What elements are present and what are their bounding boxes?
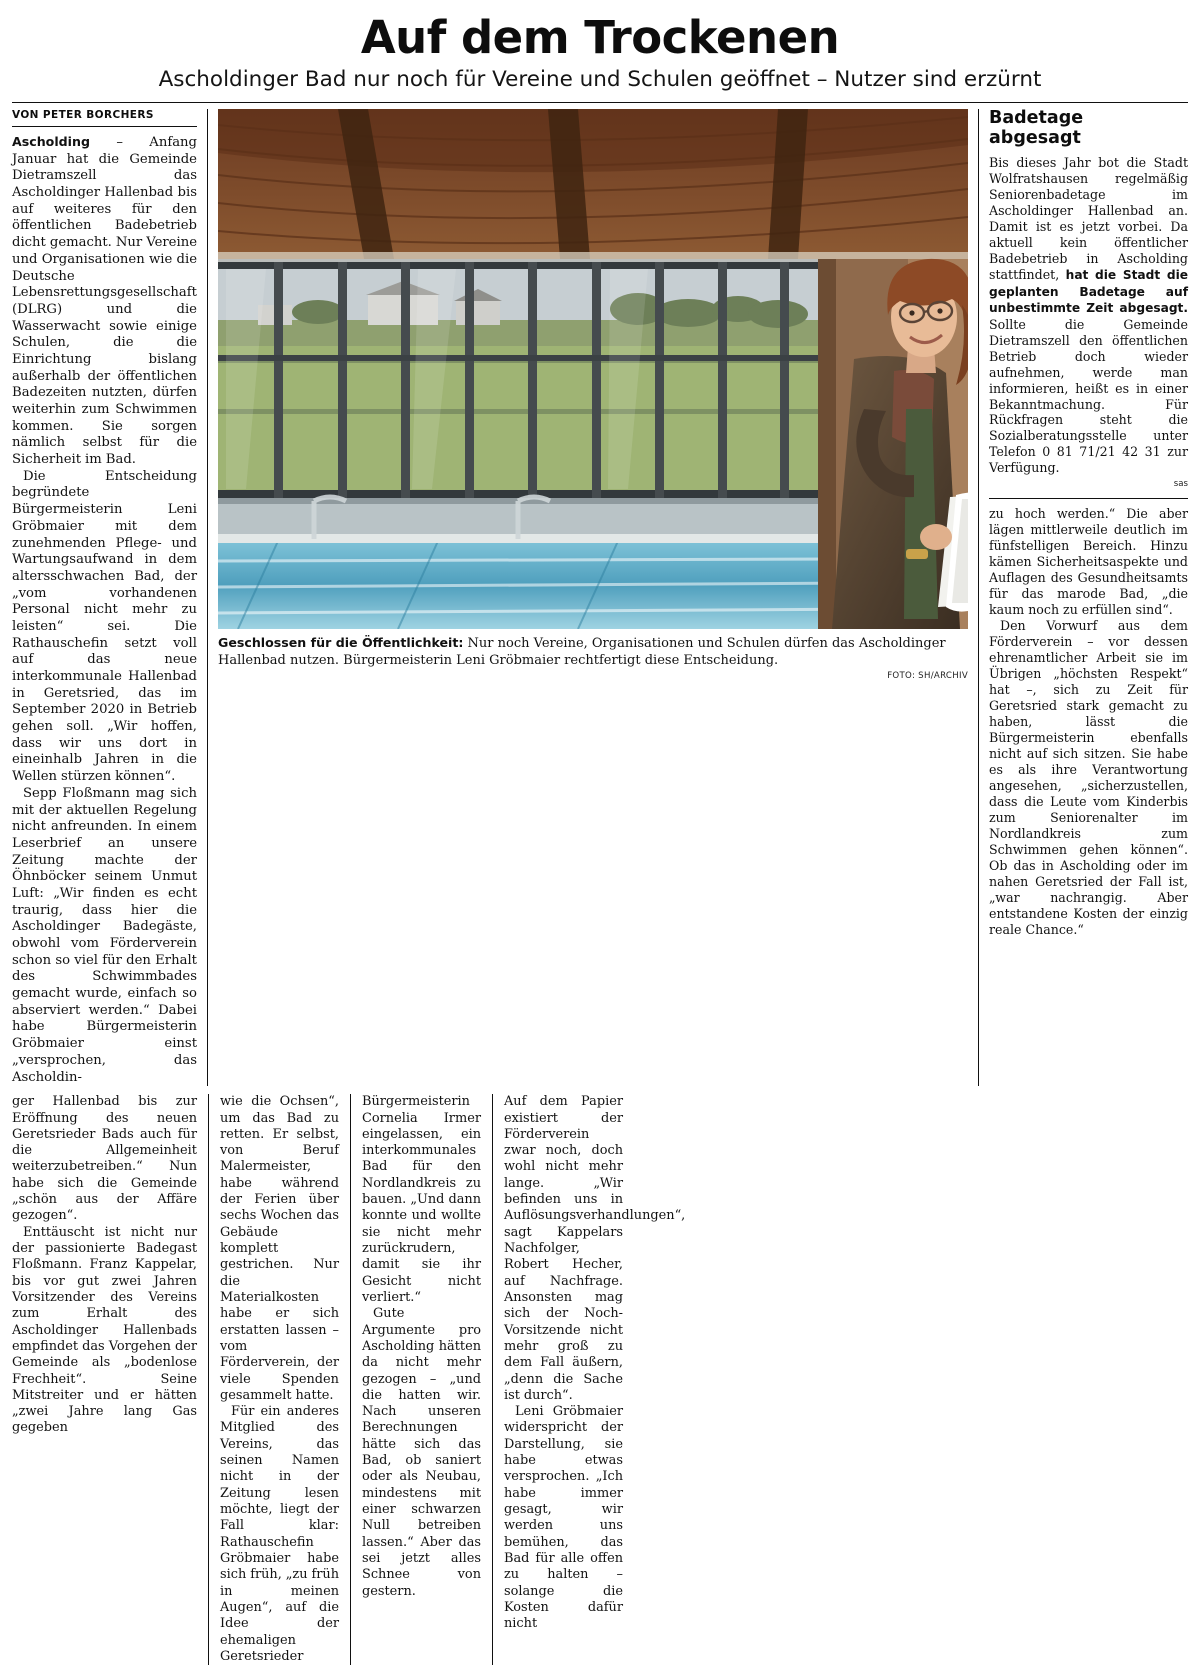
paragraph: Auf dem Papier existiert der Förderverein zwar noch, doch wohl nicht mehr lange. „Wir befinden uns in Auflösungsverhandlungen“, sagt Kappelars Nachfolger, Robert Hecher, auf Nachfrage. Ansonsten mag sich der Noch-Vorsitzende nicht mehr groß zu dem Fall äußern, „denn die Sache ist durch“. [504,1094,686,1403]
paragraph: Gute Argumente pro Ascholding hätten da nicht mehr gezogen – „und die hatten wir. Nach unseren Berechnungen hätte sich das Bad, ob saniert oder als Neubau, mindestens mit einer schwarzen Null betreiben lassen.“ Aber das sei jetzt alles Schnee von gestern. [362,1306,481,1599]
paragraph: Bürgermeisterin Cornelia Irmer eingelassen, ein interkommunales Bad für den Nordlandkreis zu bauen. „Und dann konnte und wollte sie nicht mehr zurückrudern, damit sie ihr Gesicht nicht verliert.“ [362,1094,481,1305]
rail-paragraph [989,155,1188,476]
lower-column-3 [350,1094,492,1665]
lower-column-4 [492,1094,686,1665]
rail-text-2: Sollte die Gemeinde Dietramszell den öffentlichen Betrieb doch wieder aufnehmen, werde man informieren, heißt es in einer Bekanntmachung. Für Rückfragen steht die Sozialberatungsstelle unter Telefon 0 81 71/21 42 31 zur Verfügung. [989,316,1188,476]
rail-text-1: Bis dieses Jahr bot die Stadt Wolfratshausen regelmäßig Seniorenbadetage im Ascholdinger Hallenbad an. Damit ist es jetzt vorbei. Da aktuell kein öffentlicher Badebetrieb in Ascholding stattfindet, [989,155,1188,283]
photo-caption-text: Nur noch Vereine, Organisationen und Schulen dürfen das Ascholdinger Hallenbad nutzen. Bürgermeisterin Leni Gröbmaier rechtfertigt diese Entscheidung. [218,636,946,668]
photo-caption [218,635,968,669]
column-right-rail [978,109,1188,1086]
rail-credit: sas [1173,479,1188,490]
column-left [12,109,208,1086]
paragraph: wie die Ochsen“, um das Bad zu retten. Er selbst, von Beruf Malermeister, habe während der Ferien über sechs Wochen das Gebäude komplett gestrichen. Nur die Materialkosten habe er sich erstatten lassen – vom Förderverein, der viele Spenden gesammelt hatte. [220,1094,339,1403]
paragraph: Für ein anderes Mitglied des Vereins, das seinen Namen nicht in der Zeitung lesen möchte, liegt der Fall klar: Rathauschefin Gröbmaier habe sich früh, „zu früh in meinen Augen“, auf die Idee der ehemaligen Geretsrieder [220,1404,339,1664]
dateline: Ascholding [12,134,90,150]
upper-region [0,109,1200,1086]
rail-divider [989,498,1188,499]
paragraph: ger Hallenbad bis zur Eröffnung des neuen Geretsrieder Bads auch für die Allgemeinheit weiterzubetreiben.“ Nun habe sich die Gemeinde „schön aus der Affäre gezogen“. [12,1094,197,1224]
rail-title-line1: Badetage [989,108,1084,129]
paragraph: Sepp Floßmann mag sich mit der aktuellen Regelung nicht anfreunden. In einem Leserbrief an unsere Zeitung machte der Öhnböcker seinem Unmut Luft: „Wir finden es echt traurig, dass hier die Ascholdinger Badegäste, obwohl vom Förderverein schon so viel für den Erhalt des Schwimmbades gemacht wurde, einfach so abserviert werden.“ Dabei habe Bürgermeisterin Gröbmaier einst „versprochen, das Ascholdin- [12,785,197,1085]
photo-illustration [218,109,968,629]
photo-caption-lead: Geschlossen für die Öffentlichkeit: [218,635,464,651]
divider-top [12,102,1188,103]
rail-continuation-1: zu hoch werden.“ Die aber lägen mittlerweile deutlich im fünfstelligen Bereich. Hinzu kämen Sicherheitsaspekte und Auflagen des Gesundheitsamts für das marode Bad, „die kaum noch zu erfüllen sind“. [989,506,1188,618]
rail-text-bold: hat die Stadt die geplanten Badetage auf unbestimmte Zeit abgesagt. [989,268,1189,316]
article-photo [218,109,968,629]
lower-region [0,1094,1200,1665]
headline-block [0,0,1200,93]
paragraph-lead-text: – Anfang Januar hat die Gemeinde Dietramszell das Ascholdinger Hallenbad bis auf weiteres für den öffentlichen Badebetrieb dicht gemacht. Nur Vereine und Organisationen wie die Deutsche Lebensrettungsgesellschaft (DLRG) und die Wasserwacht sowie einige Schulen, die die Einrichtung bislang außerhalb der öffentlichen Badezeiten nutzten, dürfen weiterhin zum Schwimmen kommen. Sie sorgen nämlich selbst für die Sicherheit im Bad. [12,135,197,468]
paragraph: Die Entscheidung begründete Bürgermeisterin Leni Gröbmaier mit dem zunehmenden Pflege- und Wartungsaufwand in dem altersschwachen Bad, der „vom vorhandenen Personal nicht mehr zu leisten“ sei. Die Rathauschefin setzt voll auf das neue interkommunale Hallenbad in Geretsried, das im September 2020 in Betrieb gehen soll. „Wir hoffen, dass wir uns dort in eineinhalb Jahren in die Wellen stürzen können“. [12,468,197,785]
byline: VON PETER BORCHERS [12,109,197,127]
lower-column-2 [208,1094,350,1665]
subheadline: Ascholdinger Bad nur noch für Vereine und Schulen geöffnet – Nutzer sind erzürnt [158,67,1042,93]
rail-title [989,109,1188,148]
paragraph: Enttäuscht ist nicht nur der passionierte Badegast Floßmann. Franz Kappelar, bis vor gut zwei Jahren Vorsitzender des Vereins zum Erhalt des Ascholdinger Hallenbads empfindet das Vorgehen der Gemeinde als „bodenlose Frechheit“. Seine Mitstreiter und er hätten „zwei Jahre lang Gas gegeben [12,1224,197,1436]
rail-title-line2: abgesagt [989,127,1081,148]
paragraph-lead [12,134,197,469]
rail-continuation-2: Den Vorwurf aus dem Förderverein – vor dessen ehrenamtlicher Arbeit sie im Übrigen „höchsten Respekt“ hat –, sich zu Zeit für Geretsried stark gemacht zu haben, lässt die Bürgermeisterin ebenfalls nicht auf sich sitzen. Sie habe es als ihre Verantwortung angesehen, „sicherzustellen, dass die Leute vom Kinderbis zum Seniorenalter im Nordlandkreis zum Schwimmen gehen können“. Ob das in Ascholding oder im nahen Geretsried der Fall ist, „war nachrangig. Aber entstandene Kosten der einzig reale Chance.“ [989,618,1188,938]
photo-column [208,109,978,1086]
lower-column-1 [12,1094,208,1665]
page-title: Auf dem Trockenen [360,11,840,64]
paragraph: Leni Gröbmaier widerspricht der Darstellung, sie habe etwas versprochen. „Ich habe immer gesagt, wir werden uns bemühen, das Bad für alle offen zu halten – solange die Kosten dafür nicht [504,1404,623,1632]
photo-credit: FOTO: SH/ARCHIV [887,671,968,682]
photo-wrap [218,109,968,629]
